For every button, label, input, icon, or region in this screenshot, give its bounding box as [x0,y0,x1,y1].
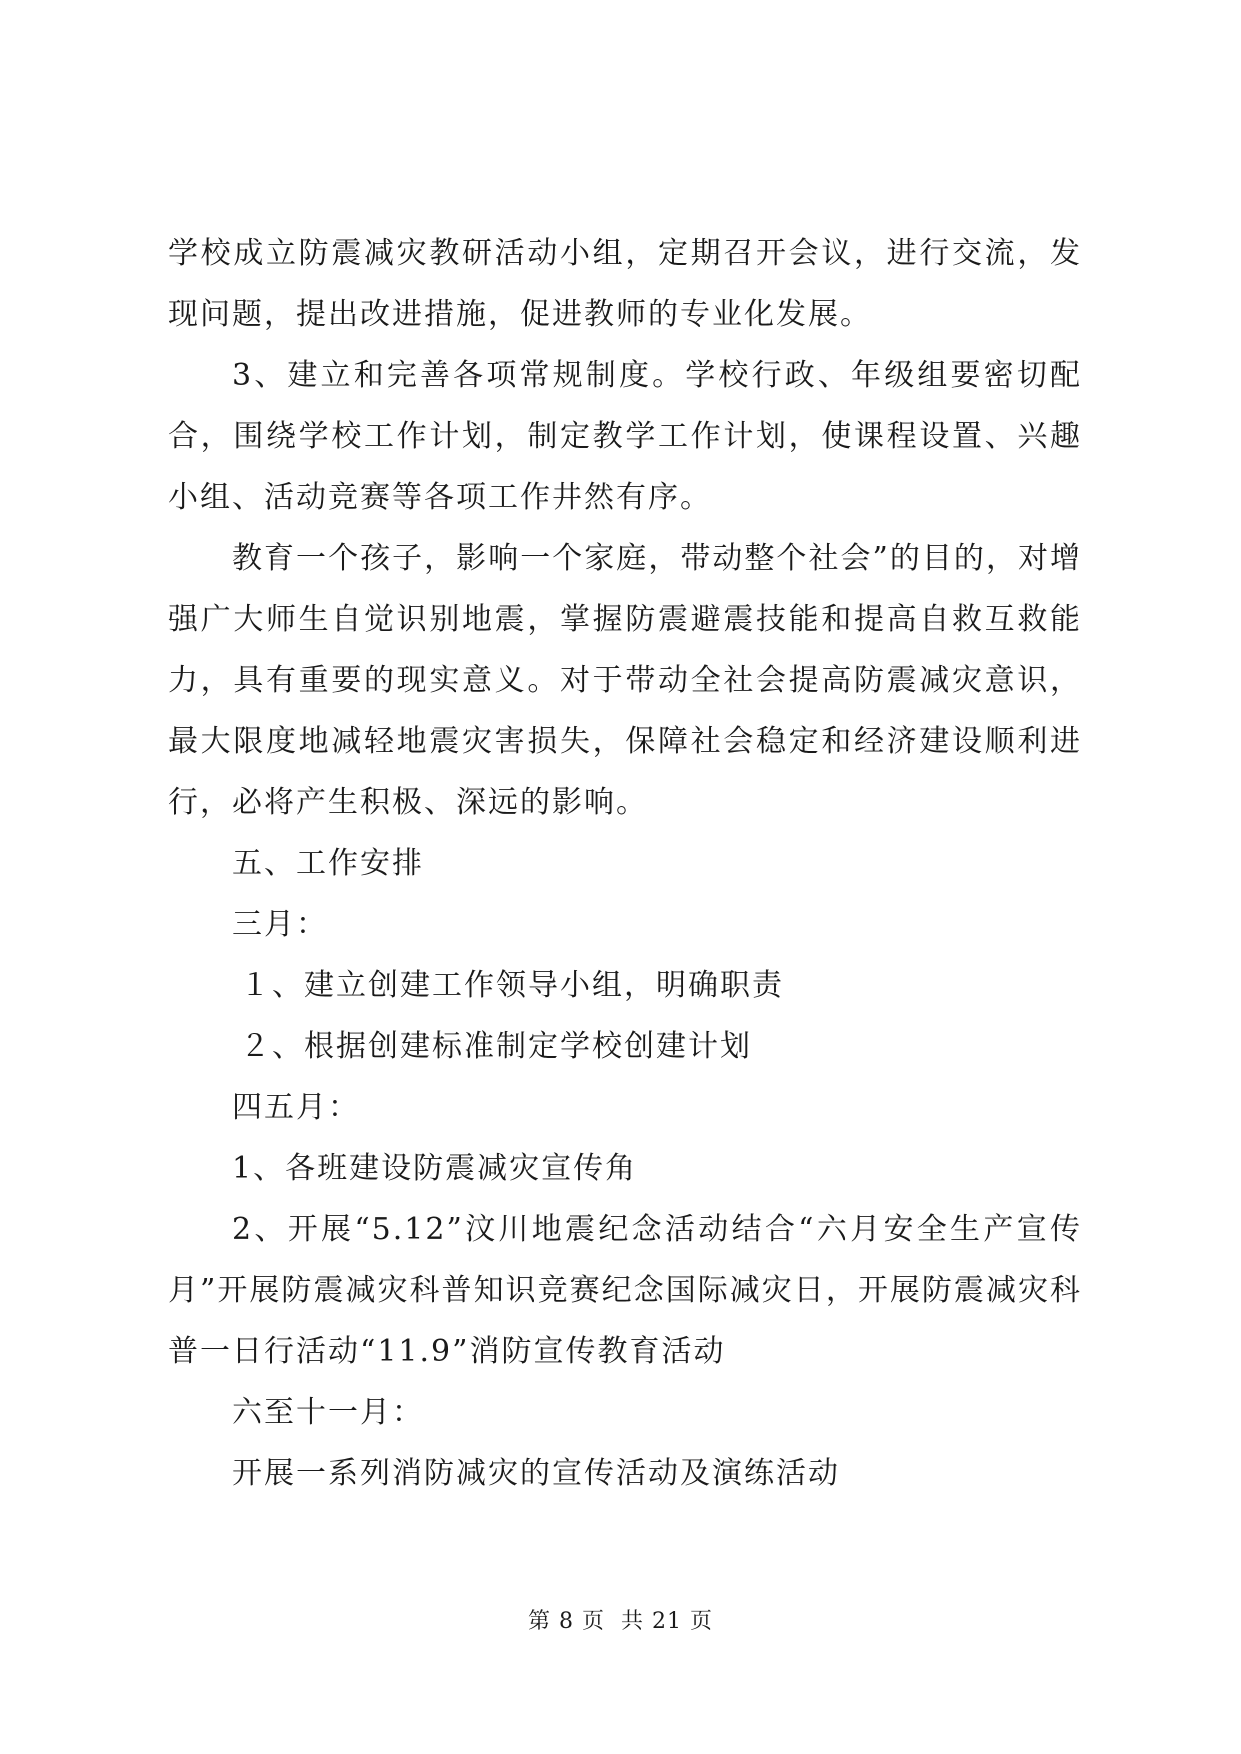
list-item-memorial-activities: 2、开展“5.12”汶川地震纪念活动结合“六月安全生产宣传月”开展防震减灾科普知识竞赛纪念国际减灾日，开展防震减灾科普一日行活动“11.9”消防宣传教育活动 [168,1212,1082,1369]
list-item-leadership-group: １、建立创建工作领导小组，明确职责 [240,968,784,1003]
document-body [168,223,1082,1504]
list-item-school-plan: ２、根据创建标准制定学校创建计划 [240,1029,752,1064]
page-footer [0,1604,1241,1635]
paragraph-teaching-research-group: 学校成立防震减灾教研活动小组，定期召开会议，进行交流，发现问题，提出改进措施，促进教师的专业化发展。 [168,236,1082,332]
page-number: 第 8 页 [528,1609,605,1634]
list-item-propaganda-corner: 1、各班建设防震减灾宣传角 [232,1151,638,1186]
month-heading-april-may: 四五月： [232,1090,360,1125]
month-heading-june-november: 六至十一月： [232,1395,424,1430]
paragraph-drill-activities: 开展一系列消防减灾的宣传活动及演练活动 [232,1456,840,1491]
page-total: 共 21 页 [621,1609,713,1634]
paragraph-routine-system: 3、建立和完善各项常规制度。学校行政、年级组要密切配合，围绕学校工作计划，制定教学工作计划，使课程设置、兴趣小组、活动竞赛等各项工作井然有序。 [168,358,1082,515]
paragraph-significance: 教育一个孩子，影响一个家庭，带动整个社会”的目的，对增强广大师生自觉识别地震，掌握防震避震技能和提高自救互救能力，具有重要的现实意义。对于带动全社会提高防震减灾意识，最大限度地减轻地震灾害损失，保障社会稳定和经济建设顺利进行，必将产生积极、深远的影响。 [168,541,1082,820]
section-heading-work-arrangement: 五、工作安排 [232,846,424,881]
month-heading-march: 三月： [232,907,328,942]
